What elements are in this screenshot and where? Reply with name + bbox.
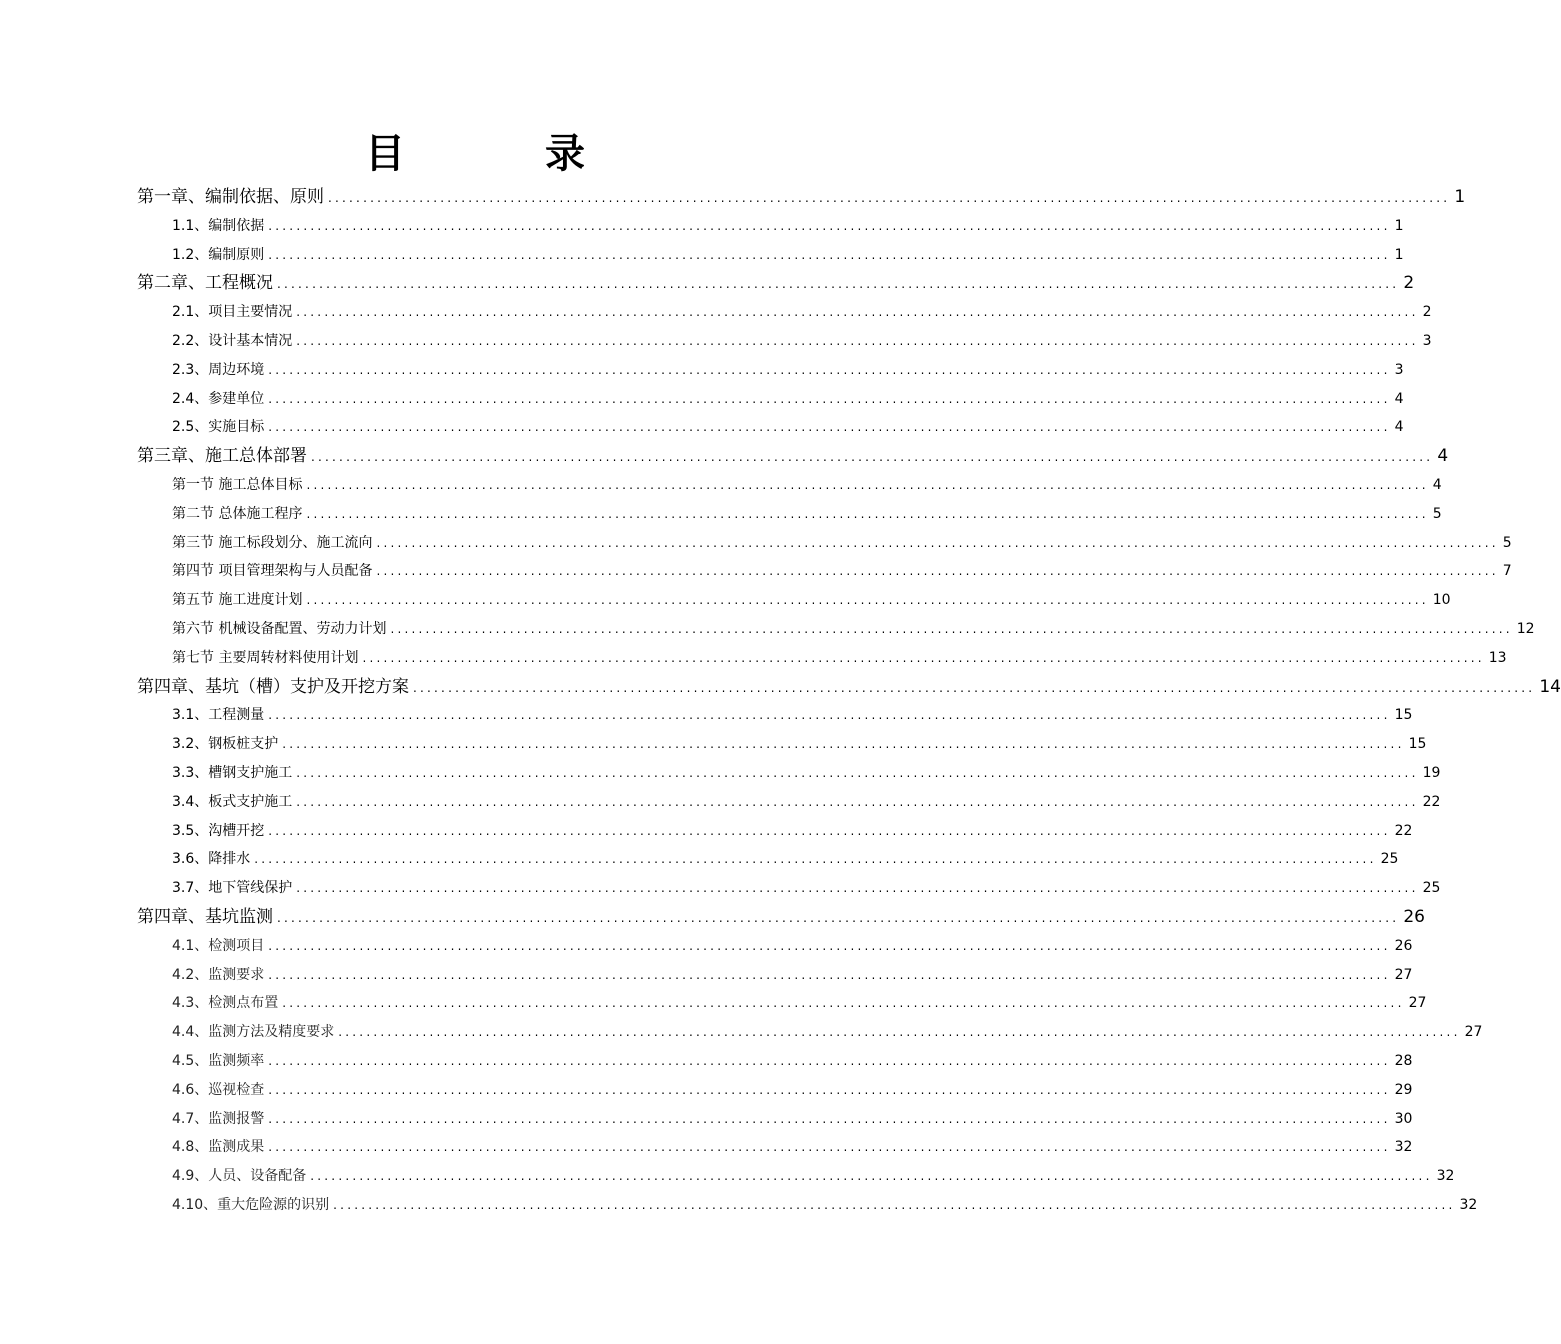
toc-entry-label: 3.7、地下管线保护 (172, 880, 293, 897)
toc-leader-dots: ................................................................................................................................................................ (268, 1054, 1391, 1068)
toc-entry-label: 第七节 主要周转材料使用计划 (172, 649, 359, 666)
toc-chapter-entry[interactable] (137, 673, 1561, 702)
toc-page-number: 29 (1394, 1081, 1413, 1098)
toc-leader-dots: ................................................................................................................................................................ (268, 823, 1391, 838)
toc-entry-label: 4.2、监测要求 (172, 966, 265, 983)
toc-page-number: 12 (1516, 621, 1535, 637)
toc-leader-dots: ................................................................................................................................................................ (311, 450, 1434, 465)
toc-page-number: 19 (1422, 765, 1441, 781)
toc-entry-label: 第三章、施工总体部署 (137, 446, 307, 467)
toc-leader-dots: ................................................................................................................................................................ (268, 420, 1391, 435)
toc-leader-dots: ................................................................................................................................................................ (277, 277, 1400, 292)
toc-entry-label: 1.1、编制依据 (172, 217, 265, 234)
toc-page-number: 1 (1394, 246, 1404, 263)
toc-entry-label: 4.5、监测频率 (172, 1053, 265, 1069)
toc-leader-dots: ................................................................................................................................................................ (296, 881, 1419, 896)
toc-section-entry[interactable] (172, 1191, 1478, 1220)
toc-page-number: 5 (1432, 505, 1442, 522)
toc-section-entry[interactable] (172, 961, 1413, 990)
toc-leader-dots: ................................................................................................................................................................ (268, 1140, 1391, 1155)
toc-entry-label: 2.4、参建单位 (172, 390, 265, 407)
toc-page-number: 15 (1408, 736, 1427, 753)
toc-page-number: 26 (1403, 907, 1425, 927)
toc-entry-label: 4.3、检测点布置 (172, 995, 279, 1012)
toc-page-number: 25 (1422, 880, 1441, 897)
toc-entry-label: 第六节 机械设备配置、劳动力计划 (172, 621, 387, 637)
toc-entry-label: 第一章、编制依据、原则 (137, 187, 324, 207)
toc-leader-dots: ................................................................................................................................................................ (338, 1025, 1461, 1040)
toc-chapter-entry[interactable] (137, 269, 1415, 298)
toc-leader-dots: ................................................................................................................................................................ (376, 564, 1499, 579)
toc-page-number: 32 (1459, 1197, 1478, 1213)
toc-page-number: 7 (1502, 563, 1512, 580)
toc-entry-label: 4.10、重大危险源的识别 (172, 1197, 330, 1213)
toc-entry-label: 2.2、设计基本情况 (172, 333, 293, 349)
toc-page-number: 27 (1464, 1024, 1483, 1041)
toc-page-number: 4 (1394, 390, 1404, 407)
toc-entry-label: 第二章、工程概况 (137, 273, 273, 294)
toc-page-number: 13 (1488, 649, 1507, 666)
toc-section-entry[interactable] (172, 356, 1404, 385)
toc-leader-dots: ................................................................................................................................................................ (306, 506, 1429, 521)
toc-section-entry[interactable] (172, 500, 1442, 529)
toc-leader-dots: ................................................................................................................................................................ (282, 996, 1405, 1011)
toc-leader-dots: ................................................................................................................................................................ (296, 794, 1419, 809)
toc-entry-label: 第三节 施工标段划分、施工流向 (172, 534, 373, 551)
toc-leader-dots: ................................................................................................................................................................ (362, 650, 1485, 665)
toc-section-entry[interactable] (172, 241, 1404, 270)
toc-page-number: 28 (1394, 1053, 1413, 1069)
toc-section-entry[interactable] (172, 845, 1399, 874)
toc-entry-label: 4.9、人员、设备配备 (172, 1168, 307, 1185)
toc-leader-dots: ................................................................................................................................................................ (268, 362, 1391, 377)
toc-section-entry[interactable] (172, 874, 1441, 903)
toc-page-number: 27 (1408, 995, 1427, 1012)
toc-leader-dots: ................................................................................................................................................................ (268, 247, 1391, 262)
toc-section-entry[interactable] (172, 1133, 1413, 1162)
toc-section-entry[interactable] (172, 1018, 1483, 1047)
toc-entry-label: 4.1、检测项目 (172, 937, 265, 954)
toc-page-number: 26 (1394, 937, 1413, 954)
toc-leader-dots: ................................................................................................................................................................ (333, 1198, 1456, 1212)
toc-page-number: 3 (1394, 361, 1404, 378)
toc-leader-dots: ................................................................................................................................................................ (277, 911, 1400, 925)
toc-leader-dots: ................................................................................................................................................................ (376, 535, 1499, 550)
toc-entry-label: 2.1、项目主要情况 (172, 304, 293, 321)
toc-entry-label: 3.4、板式支护施工 (172, 793, 293, 810)
toc-page-number: 3 (1422, 333, 1432, 349)
toc-entry-label: 第一节 施工总体目标 (172, 477, 303, 493)
toc-leader-dots: ................................................................................................................................................................ (268, 1082, 1391, 1097)
toc-chapter-entry[interactable] (137, 183, 1466, 212)
toc-leader-dots: ................................................................................................................................................................ (282, 737, 1405, 752)
toc-entry-label: 4.4、监测方法及精度要求 (172, 1024, 335, 1041)
toc-section-entry[interactable] (172, 327, 1432, 356)
toc-page-number: 30 (1394, 1110, 1413, 1127)
toc-entry-label: 2.3、周边环境 (172, 361, 265, 378)
toc-leader-dots: ................................................................................................................................................................ (268, 938, 1391, 953)
toc-leader-dots: ................................................................................................................................................................ (310, 1169, 1433, 1184)
toc-leader-dots: ................................................................................................................................................................ (268, 391, 1391, 406)
toc-section-entry[interactable] (172, 1047, 1413, 1076)
toc-page-number: 4 (1432, 477, 1442, 493)
toc-entry-label: 1.2、编制原则 (172, 246, 265, 263)
toc-page-number: 22 (1422, 793, 1441, 810)
toc-page-number: 14 (1539, 676, 1561, 697)
toc-section-entry[interactable] (172, 471, 1442, 500)
toc-section-entry[interactable] (172, 759, 1441, 788)
toc-leader-dots: ................................................................................................................................................................ (413, 680, 1536, 695)
toc-section-entry[interactable] (172, 932, 1413, 961)
toc-section-entry[interactable] (172, 298, 1432, 327)
toc-entry-label: 第二节 总体施工程序 (172, 505, 303, 522)
toc-section-entry[interactable] (172, 529, 1512, 558)
toc-section-entry[interactable] (172, 385, 1404, 414)
toc-entry-label: 4.7、监测报警 (172, 1110, 265, 1127)
toc-page-number: 27 (1394, 966, 1413, 983)
toc-entry-label: 3.6、降排水 (172, 851, 251, 868)
toc-leader-dots: ................................................................................................................................................................ (296, 766, 1419, 780)
toc-entry-label: 第四章、基坑（槽）支护及开挖方案 (137, 676, 409, 697)
toc-leader-dots: ................................................................................................................................................................ (306, 478, 1429, 492)
toc-page-number: 1 (1394, 217, 1404, 234)
toc-entry-label: 2.5、实施目标 (172, 419, 265, 436)
toc-page-number: 32 (1436, 1168, 1455, 1185)
toc-chapter-entry[interactable] (137, 442, 1449, 471)
toc-page-number: 4 (1394, 419, 1404, 436)
toc-leader-dots: ................................................................................................................................................................ (268, 967, 1391, 982)
toc-title: 目 录 (365, 130, 635, 177)
toc-section-entry[interactable] (172, 1162, 1455, 1191)
toc-section-entry[interactable] (172, 615, 1535, 644)
toc-page-number: 25 (1380, 851, 1399, 868)
toc-leader-dots: ................................................................................................................................................................ (328, 191, 1451, 205)
toc-leader-dots: ................................................................................................................................................................ (268, 1111, 1391, 1126)
toc-entry-label: 3.1、工程测量 (172, 707, 265, 724)
toc-chapter-entry[interactable] (137, 903, 1425, 932)
toc-leader-dots: ................................................................................................................................................................ (268, 708, 1391, 723)
toc-entry-label: 第四章、基坑监测 (137, 907, 273, 927)
toc-section-entry[interactable] (172, 212, 1404, 241)
toc-entry-label: 3.3、槽钢支护施工 (172, 765, 293, 781)
toc-leader-dots: ................................................................................................................................................................ (296, 305, 1419, 320)
toc-leader-dots: ................................................................................................................................................................ (306, 593, 1429, 608)
toc-entry-label: 3.2、钢板桩支护 (172, 736, 279, 753)
toc-leader-dots: ................................................................................................................................................................ (390, 622, 1513, 636)
toc-leader-dots: ................................................................................................................................................................ (268, 218, 1391, 233)
toc-entry-label: 第四节 项目管理架构与人员配备 (172, 563, 373, 580)
toc-page-number: 2 (1422, 304, 1432, 321)
toc-leader-dots: ................................................................................................................................................................ (296, 334, 1419, 348)
toc-section-entry[interactable] (172, 644, 1507, 673)
toc-entry-label: 4.6、巡视检查 (172, 1081, 265, 1098)
toc-leader-dots: ................................................................................................................................................................ (254, 852, 1377, 867)
toc-section-entry[interactable] (172, 730, 1427, 759)
toc-page-number: 1 (1454, 187, 1466, 207)
toc-section-entry[interactable] (172, 788, 1441, 817)
toc-section-entry[interactable] (172, 1105, 1413, 1134)
toc-page-number: 10 (1432, 592, 1451, 609)
toc-entry-label: 4.8、监测成果 (172, 1139, 265, 1156)
toc-entry-label: 第五节 施工进度计划 (172, 592, 303, 609)
toc-page-number: 32 (1394, 1139, 1413, 1156)
toc-page-number: 2 (1403, 273, 1415, 294)
toc-page-number: 22 (1394, 822, 1413, 839)
toc-entry-label: 3.5、沟槽开挖 (172, 822, 265, 839)
toc-section-entry[interactable] (172, 701, 1413, 730)
toc-section-entry[interactable] (172, 817, 1413, 846)
toc-section-entry[interactable] (172, 1076, 1413, 1105)
toc-page-number: 4 (1437, 446, 1449, 467)
toc-section-entry[interactable] (172, 413, 1404, 442)
toc-section-entry[interactable] (172, 557, 1512, 586)
toc-section-entry[interactable] (172, 586, 1451, 615)
toc-section-entry[interactable] (172, 989, 1427, 1018)
toc-page-number: 15 (1394, 707, 1413, 724)
toc-page-number: 5 (1502, 534, 1512, 551)
